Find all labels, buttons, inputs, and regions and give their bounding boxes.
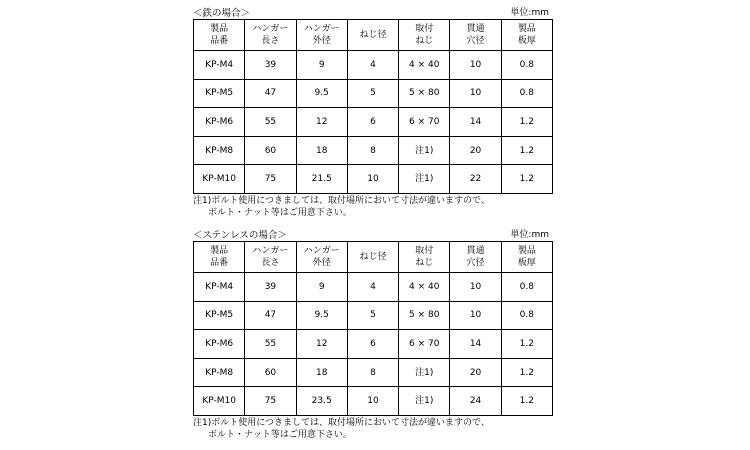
- table-cell: KP-M10: [194, 165, 245, 194]
- note-line-1: 注1)ボルト使用につきましては、取付場所において寸法が違いますので、: [193, 417, 490, 428]
- table-cell: 6 × 70: [399, 108, 450, 137]
- table-cell: 24: [450, 387, 501, 416]
- column-header: [245, 20, 296, 51]
- column-header: [347, 242, 398, 273]
- column-header: [450, 20, 501, 51]
- table-cell: 1.2: [501, 387, 552, 416]
- column-header: [194, 242, 245, 273]
- column-header-line: 板厚: [517, 258, 536, 268]
- iron-title: ＜鉄の場合＞: [193, 8, 251, 19]
- table-cell: 18: [296, 136, 347, 165]
- table-cell: 5: [347, 301, 398, 330]
- table-cell: 22: [450, 165, 501, 194]
- note-line-1: 注1)ボルト使用につきましては、取付場所において寸法が違いますので、: [193, 195, 490, 206]
- note-line-2: ボルト・ナット等はご用意下さい。: [208, 207, 352, 218]
- table-cell: 10: [450, 301, 501, 330]
- table-cell: 9: [296, 273, 347, 302]
- column-header-line: 製品: [517, 24, 536, 34]
- column-header-line: ハンガー: [252, 24, 289, 34]
- column-header-line: ハンガー: [303, 246, 340, 256]
- table-cell: 21.5: [296, 165, 347, 194]
- table-cell: 47: [245, 301, 296, 330]
- column-header-line: ねじ: [415, 36, 434, 46]
- column-header: [296, 20, 347, 51]
- table-cell: 8: [347, 136, 398, 165]
- table-cell: 8: [347, 358, 398, 387]
- table-cell: KP-M8: [194, 358, 245, 387]
- table-cell: KP-M5: [194, 79, 245, 108]
- table-cell: 1.2: [501, 136, 552, 165]
- column-header: [399, 242, 450, 273]
- stainless-caption-row: [193, 225, 553, 241]
- table-cell: 10: [450, 79, 501, 108]
- column-header-line: 貫通: [466, 246, 485, 256]
- table-cell: 60: [245, 136, 296, 165]
- table-cell: 55: [245, 108, 296, 137]
- table-cell: 4: [347, 51, 398, 80]
- table-cell: 47: [245, 79, 296, 108]
- table-cell: 5: [347, 79, 398, 108]
- column-header-line: ねじ径: [359, 252, 387, 262]
- stainless-note: [193, 417, 553, 441]
- table-cell: KP-M10: [194, 387, 245, 416]
- table-cell: 1.2: [501, 108, 552, 137]
- column-header: [347, 20, 398, 51]
- table-cell: 14: [450, 108, 501, 137]
- column-header-line: 板厚: [517, 36, 536, 46]
- stainless-table-body: [194, 273, 553, 416]
- column-header-line: ねじ: [415, 258, 434, 268]
- column-header-line: 長さ: [261, 258, 280, 268]
- table-cell: 14: [450, 330, 501, 359]
- column-header: [450, 242, 501, 273]
- table-cell: 75: [245, 165, 296, 194]
- table-cell: 4 × 40: [399, 51, 450, 80]
- table-cell: 10: [347, 165, 398, 194]
- column-header-line: 取付: [415, 246, 434, 256]
- column-header: [501, 242, 552, 273]
- unit-label: 単位:mm: [510, 230, 549, 240]
- table-row: [194, 51, 553, 80]
- table-cell: 注1): [399, 358, 450, 387]
- table-cell: 5 × 80: [399, 79, 450, 108]
- unit-label: 単位:mm: [510, 8, 549, 18]
- table-cell: KP-M4: [194, 51, 245, 80]
- column-header-line: 外径: [312, 36, 331, 46]
- table-row: [194, 273, 553, 302]
- header-row: [194, 20, 553, 51]
- table-cell: 6 × 70: [399, 330, 450, 359]
- table-cell: 注1): [399, 165, 450, 194]
- column-header-line: 製品: [517, 246, 536, 256]
- table-row: [194, 301, 553, 330]
- iron-section: [193, 3, 553, 219]
- table-cell: 4 × 40: [399, 273, 450, 302]
- table-cell: 10: [450, 51, 501, 80]
- column-header-line: ハンガー: [303, 24, 340, 34]
- column-header-line: 製品: [210, 24, 229, 34]
- table-row: [194, 108, 553, 137]
- column-header: [501, 20, 552, 51]
- table-cell: KP-M6: [194, 330, 245, 359]
- column-header-line: 品番: [210, 258, 229, 268]
- table-cell: 5 × 80: [399, 301, 450, 330]
- iron-caption-row: [193, 3, 553, 19]
- table-row: [194, 358, 553, 387]
- iron-table-body: [194, 51, 553, 194]
- table-row: [194, 79, 553, 108]
- table-cell: 9.5: [296, 301, 347, 330]
- column-header-line: ねじ径: [359, 30, 387, 40]
- column-header-line: ハンガー: [252, 246, 289, 256]
- column-header: [399, 20, 450, 51]
- iron-note: [193, 195, 553, 219]
- table-cell: 0.8: [501, 273, 552, 302]
- table-cell: 0.8: [501, 51, 552, 80]
- column-header-line: 製品: [210, 246, 229, 256]
- table-cell: 23.5: [296, 387, 347, 416]
- table-cell: 1.2: [501, 358, 552, 387]
- table-cell: 39: [245, 273, 296, 302]
- table-cell: 注1): [399, 387, 450, 416]
- table-cell: 1.2: [501, 165, 552, 194]
- note-line-2: ボルト・ナット等はご用意下さい。: [208, 429, 352, 440]
- table-cell: KP-M4: [194, 273, 245, 302]
- table-cell: 60: [245, 358, 296, 387]
- table-cell: KP-M5: [194, 301, 245, 330]
- table-cell: 10: [347, 387, 398, 416]
- table-cell: KP-M8: [194, 136, 245, 165]
- column-header-line: 品番: [210, 36, 229, 46]
- table-cell: 20: [450, 358, 501, 387]
- column-header-line: 穴径: [466, 258, 485, 268]
- table-cell: 12: [296, 330, 347, 359]
- table-row: [194, 330, 553, 359]
- table-cell: 55: [245, 330, 296, 359]
- table-cell: 6: [347, 330, 398, 359]
- table-cell: 20: [450, 136, 501, 165]
- column-header-line: 貫通: [466, 24, 485, 34]
- table-cell: 0.8: [501, 79, 552, 108]
- table-cell: 39: [245, 51, 296, 80]
- table-cell: 注1): [399, 136, 450, 165]
- table-cell: 9: [296, 51, 347, 80]
- table-cell: 0.8: [501, 301, 552, 330]
- stainless-spec-table: [193, 241, 553, 416]
- column-header: [296, 242, 347, 273]
- table-cell: 9.5: [296, 79, 347, 108]
- column-header-line: 長さ: [261, 36, 280, 46]
- table-row: [194, 387, 553, 416]
- table-cell: 12: [296, 108, 347, 137]
- header-row: [194, 242, 553, 273]
- table-cell: 6: [347, 108, 398, 137]
- table-cell: 18: [296, 358, 347, 387]
- column-header-line: 穴径: [466, 36, 485, 46]
- table-cell: 75: [245, 387, 296, 416]
- column-header: [245, 242, 296, 273]
- column-header: [194, 20, 245, 51]
- column-header-line: 取付: [415, 24, 434, 34]
- column-header-line: 外径: [312, 258, 331, 268]
- table-row: [194, 136, 553, 165]
- stainless-title: ＜ステンレスの場合＞: [193, 230, 287, 241]
- table-cell: 10: [450, 273, 501, 302]
- stainless-section: [193, 225, 553, 441]
- table-cell: 1.2: [501, 330, 552, 359]
- table-cell: KP-M6: [194, 108, 245, 137]
- table-cell: 4: [347, 273, 398, 302]
- table-row: [194, 165, 553, 194]
- iron-spec-table: [193, 19, 553, 194]
